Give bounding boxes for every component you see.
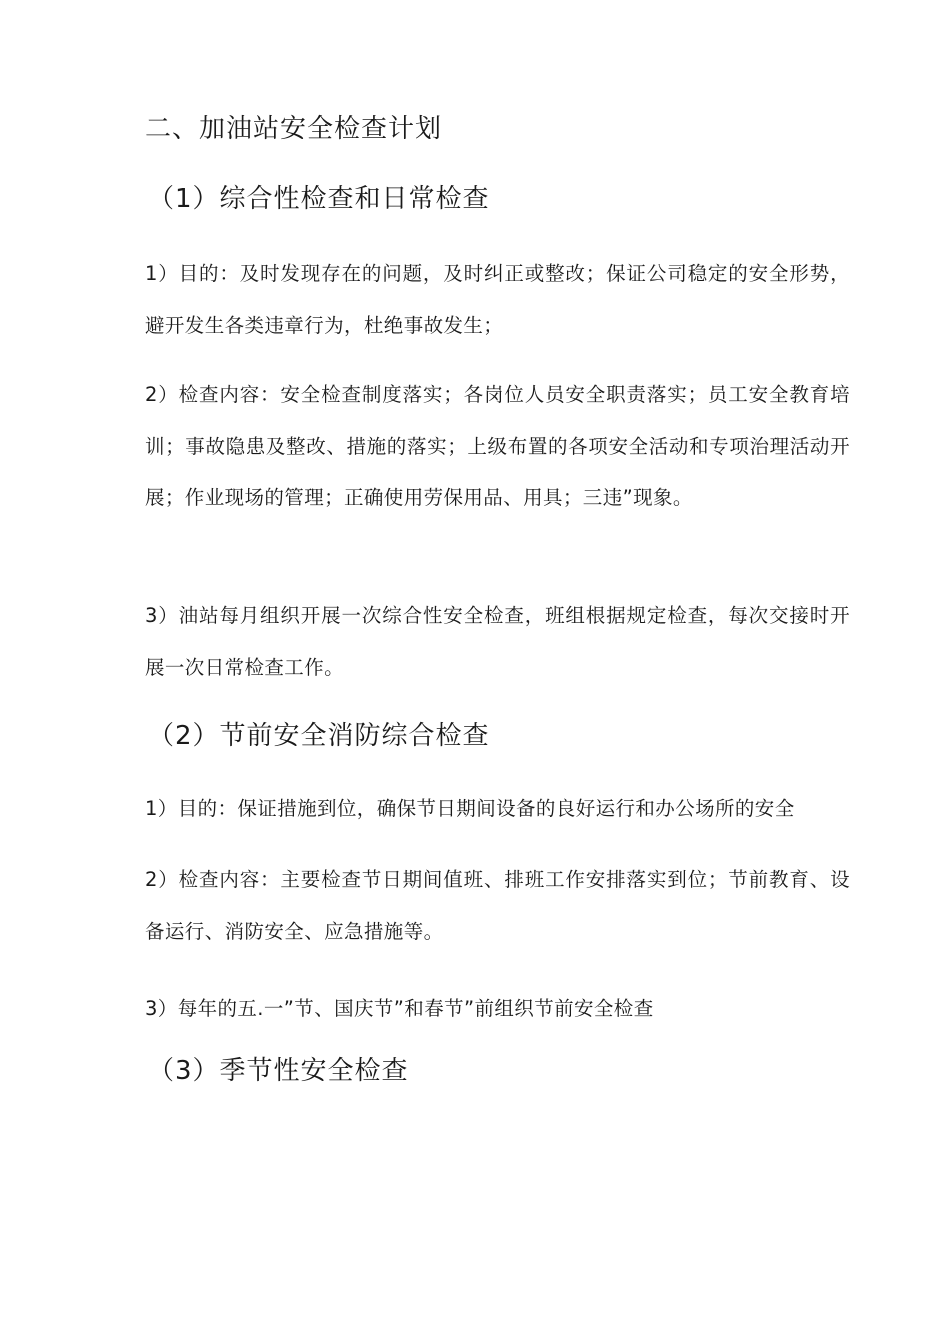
section-1-paragraph-1: 1）目的：及时发现存在的问题，及时纠正或整改；保证公司稳定的安全形势，避开发生各类违章行为，杜绝事故发生；: [145, 262, 850, 337]
section-1-paragraph-2: 2）检查内容：安全检查制度落实；各岗位人员安全职责落实；员工安全教育培训；事故隐患及整改、措施的落实；上级布置的各项安全活动和专项治理活动开展；作业现场的管理；正确使用劳保用品、用具；三违”现象。: [145, 383, 850, 509]
section-2-paragraph-3: 3）每年的五.一”节、国庆节”和春节”前组织节前安全检查: [145, 997, 654, 1020]
section-2-paragraph-2: 2）检查内容：主要检查节日期间值班、排班工作安排落实到位；节前教育、设备运行、消防安全、应急措施等。: [145, 868, 850, 943]
section-2-paragraph-1: 1）目的：保证措施到位，确保节日期间设备的良好运行和办公场所的安全: [145, 797, 795, 820]
section-3-heading: （3）季节性安全检查: [148, 1056, 409, 1086]
section-2-heading: （2）节前安全消防综合检查: [148, 721, 490, 751]
section-1-paragraph-3: 3）油站每月组织开展一次综合性安全检查，班组根据规定检查，每次交接时开展一次日常检查工作。: [145, 604, 850, 679]
section-1-heading: （1）综合性检查和日常检查: [148, 184, 490, 214]
document-title: 二、加油站安全检查计划: [145, 114, 443, 144]
